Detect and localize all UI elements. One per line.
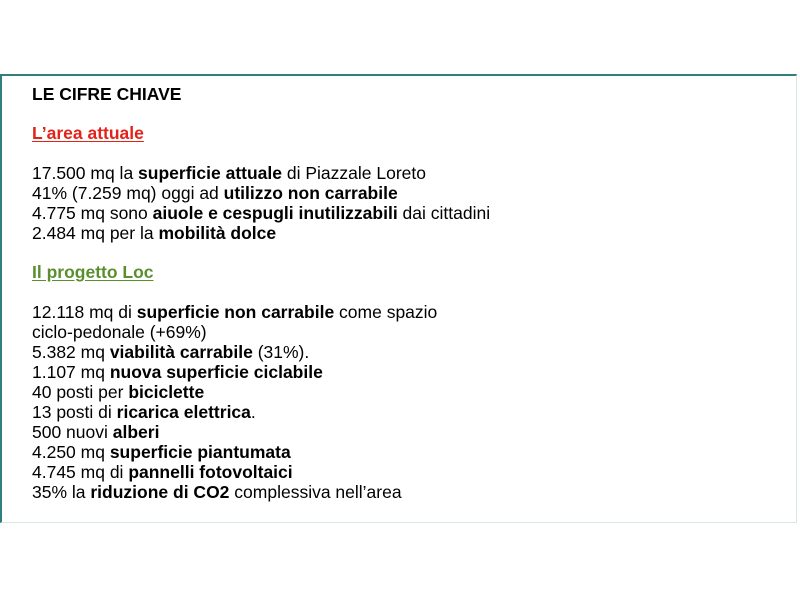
bold-text: nuova superficie ciclabile [109,362,323,382]
bold-text: pannelli fotovoltaici [128,462,293,482]
text: . [250,402,256,422]
text: di Piazzale Loreto [282,163,426,183]
spacer [32,243,792,262]
bold-text: superficie attuale [138,163,282,183]
bold-text: ricarica elettrica [116,402,251,422]
spacer [32,104,792,123]
bold-text: alberi [112,422,160,442]
slide-frame [0,74,797,523]
bold-text: mobilità dolce [158,223,277,243]
bold-text: utilizzo non carrabile [223,183,398,203]
text: 500 nuovi [32,422,113,442]
text: 4.775 mq sono [32,203,153,223]
list-item [32,462,792,482]
section-current-area-list [32,163,792,243]
section-title-project: Il progetto Loc [32,262,154,282]
section-project-list [32,302,792,502]
spacer [32,143,792,163]
bold-text: biciclette [128,382,205,402]
list-item [32,322,792,342]
bold-text: riduzione di CO2 [90,482,230,502]
list-item [32,402,792,422]
bold-text: superficie piantumata [109,442,291,462]
text: 12.118 mq di [32,302,137,322]
list-item [32,342,792,362]
text: 1.107 mq [32,362,110,382]
text: come spazio [334,302,438,322]
list-item [32,183,792,203]
text: 35% la [32,482,91,502]
text: complessiva nell’area [229,482,402,502]
text: 17.500 mq la [32,163,139,183]
list-item [32,422,792,442]
text: 2.484 mq per la [32,223,159,243]
text: 4.250 mq [32,442,110,462]
list-item [32,203,792,223]
bold-text: aiuole e cespugli inutilizzabili [152,203,398,223]
list-item [32,163,792,183]
text: 5.382 mq [32,342,110,362]
text: dai cittadini [397,203,491,223]
text: 41% (7.259 mq) oggi ad [32,183,224,203]
text: (31%). [252,342,310,362]
slide-content [32,84,792,502]
bold-text: superficie non carrabile [136,302,335,322]
list-item [32,223,792,243]
list-item [32,382,792,402]
text: ciclo-pedonale (+69%) [32,322,207,342]
spacer [32,282,792,302]
text: 4.745 mq di [32,462,129,482]
page-title: LE CIFRE CHIAVE [32,84,182,104]
list-item [32,362,792,382]
text: 13 posti di [32,402,117,422]
list-item [32,442,792,462]
bold-text: viabilità carrabile [109,342,253,362]
text: 40 posti per [32,382,129,402]
list-item [32,302,792,322]
section-title-current-area: L’area attuale [32,123,144,143]
list-item [32,482,792,502]
